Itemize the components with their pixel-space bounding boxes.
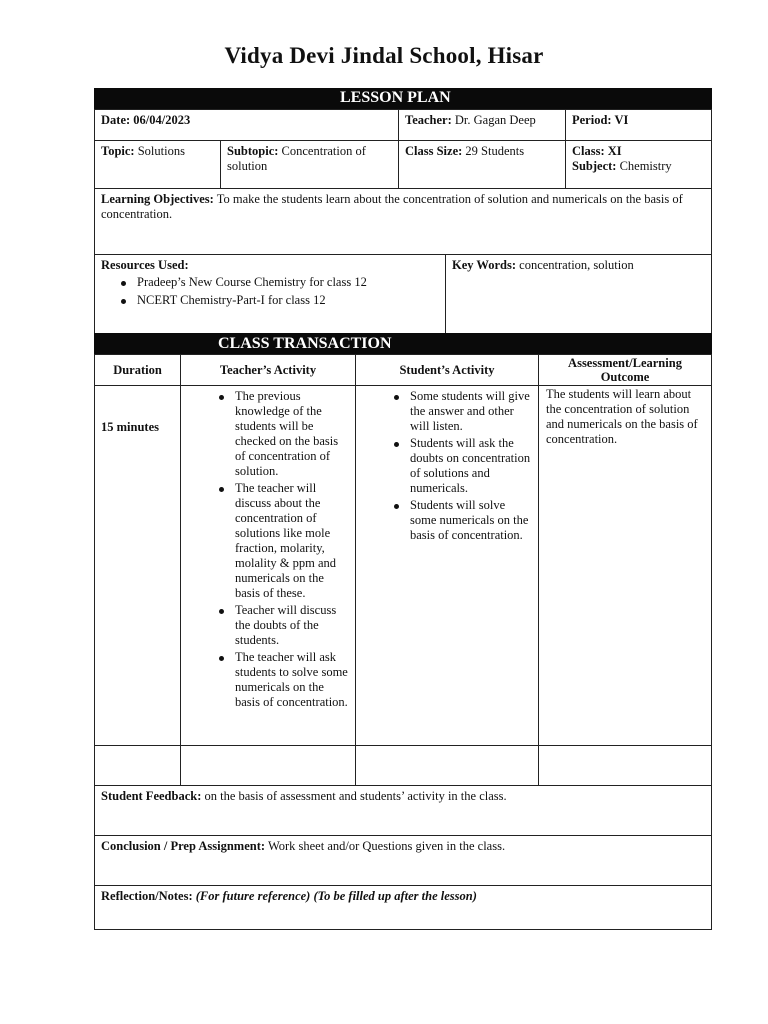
subject-label: Subject: bbox=[572, 159, 617, 173]
subject-value: Chemistry bbox=[619, 159, 672, 173]
header-duration: Duration bbox=[94, 354, 181, 386]
list-item: NCERT Chemistry-Part-I for class 12 bbox=[115, 293, 439, 308]
bullet-icon bbox=[121, 281, 126, 286]
topic-value: Solutions bbox=[137, 144, 185, 158]
class-value: XI bbox=[607, 144, 622, 158]
list-item: The previous knowledge of the students will be checked on the basis of concentration of solution. bbox=[213, 389, 349, 479]
objectives-cell bbox=[94, 188, 712, 255]
assessment-cell bbox=[538, 385, 712, 746]
list-item: Teacher will discuss the doubts of the students. bbox=[213, 603, 349, 648]
class-transaction-title: CLASS TRANSACTION bbox=[218, 335, 392, 352]
list-item: Pradeep’s New Course Chemistry for class 12 bbox=[115, 275, 439, 290]
teacher-activity-cell bbox=[180, 385, 356, 746]
duration-value: 15 minutes bbox=[101, 420, 159, 434]
bullet-icon bbox=[394, 504, 399, 509]
class-label: Class: bbox=[572, 144, 605, 158]
teacher-cell bbox=[398, 109, 566, 141]
lesson-plan-title: LESSON PLAN bbox=[340, 89, 451, 106]
class-size-label: Class Size: bbox=[405, 144, 463, 158]
class-size-value: 29 Students bbox=[465, 144, 525, 158]
header-assessment: Assessment/Learning Outcome bbox=[538, 354, 712, 386]
bullet-icon bbox=[219, 656, 224, 661]
resources-list bbox=[115, 275, 439, 308]
student-activity-list bbox=[388, 389, 532, 543]
teacher-value: Dr. Gagan Deep bbox=[454, 113, 536, 127]
school-title: Vidya Devi Jindal School, Hisar bbox=[224, 43, 544, 68]
teacher-label: Teacher: bbox=[405, 113, 452, 127]
empty-cell bbox=[94, 745, 181, 786]
keywords-value: concentration, solution bbox=[519, 258, 634, 272]
date-text: Date: 06/04/2023 bbox=[101, 113, 191, 127]
resources-cell bbox=[94, 254, 446, 334]
period-text: Period: VI bbox=[572, 113, 629, 127]
duration-cell bbox=[94, 385, 181, 746]
list-item: Students will ask the doubts on concentration of solutions and numericals. bbox=[388, 436, 532, 496]
list-item: The teacher will ask students to solve some numericals on the basis of concentration. bbox=[213, 650, 349, 710]
assessment-value: The students will learn about the concentration of solution and numericals on the basis of concentration. bbox=[546, 387, 698, 446]
conclusion-cell bbox=[94, 835, 712, 886]
date-cell bbox=[94, 109, 399, 141]
period-cell bbox=[565, 109, 712, 141]
header-teacher-activity: Teacher’s Activity bbox=[180, 354, 356, 386]
class-subject-cell bbox=[565, 140, 712, 189]
bullet-icon bbox=[394, 442, 399, 447]
subtopic-cell bbox=[220, 140, 399, 189]
topic-cell bbox=[94, 140, 221, 189]
empty-cell bbox=[355, 745, 539, 786]
reflection-cell bbox=[94, 885, 712, 930]
student-activity-cell bbox=[355, 385, 539, 746]
class-size-cell bbox=[398, 140, 566, 189]
feedback-label: Student Feedback: bbox=[101, 789, 202, 803]
list-item: The teacher will discuss about the concentration of solutions like mole fraction, molarity, molality & ppm and numericals on the basis of these. bbox=[213, 481, 349, 601]
resources-label: Resources Used: bbox=[101, 258, 189, 272]
list-item: Students will solve some numericals on the basis of concentration. bbox=[388, 498, 532, 543]
keywords-cell bbox=[445, 254, 712, 334]
conclusion-label: Conclusion / Prep Assignment: bbox=[101, 839, 266, 853]
class-transaction-band bbox=[94, 333, 712, 355]
subtopic-label: Subtopic: bbox=[227, 144, 279, 158]
empty-cell bbox=[538, 745, 712, 786]
objectives-label: Learning Objectives: bbox=[101, 192, 214, 206]
bullet-icon bbox=[219, 487, 224, 492]
keywords-label: Key Words: bbox=[452, 258, 517, 272]
teacher-activity-list bbox=[213, 389, 349, 710]
subtopic-value: Concentration of solution bbox=[227, 144, 366, 173]
reflection-label: Reflection/Notes: bbox=[101, 889, 193, 903]
lesson-plan-band bbox=[94, 88, 712, 109]
empty-cell bbox=[180, 745, 356, 786]
feedback-cell bbox=[94, 785, 712, 836]
conclusion-value: Work sheet and/or Questions given in the class. bbox=[267, 839, 506, 853]
header-student-activity: Student’s Activity bbox=[355, 354, 539, 386]
reflection-value: (For future reference) (To be filled up after the lesson) bbox=[195, 889, 477, 903]
bullet-icon bbox=[121, 299, 126, 304]
bullet-icon bbox=[219, 609, 224, 614]
bullet-icon bbox=[219, 395, 224, 400]
topic-label: Topic: bbox=[101, 144, 135, 158]
feedback-value: on the basis of assessment and students’ activity in the class. bbox=[204, 789, 507, 803]
objectives-value: To make the students learn about the concentration of solution and numericals on the basis of concentration. bbox=[101, 192, 683, 221]
bullet-icon bbox=[394, 395, 399, 400]
list-item: Some students will give the answer and other will listen. bbox=[388, 389, 532, 434]
